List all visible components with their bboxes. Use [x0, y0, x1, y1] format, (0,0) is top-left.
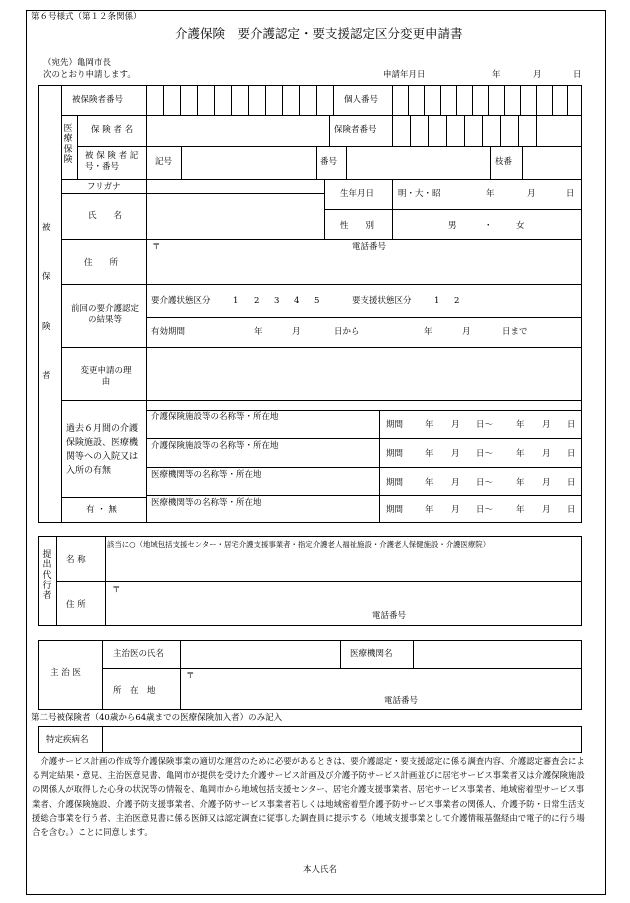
disease-label: 特定疾病名 [46, 735, 89, 745]
birthdate-month: 月 [527, 189, 536, 199]
doctor-address-label: 所 在 地 [113, 686, 156, 696]
hospitalization-label: 過去６月間の介護保険施設、医療機関等への入院又は入所の有無 [66, 424, 139, 476]
doctor-postal: 〒 [186, 671, 195, 681]
insured-side-label-4: 者 [42, 371, 51, 381]
period-2-start-year: 年 [425, 449, 434, 459]
furigana-label: フリガナ [87, 182, 121, 192]
name-label: 氏 名 [88, 211, 123, 221]
birthdate-year: 年 [486, 189, 495, 199]
valid-from-year: 年 [254, 327, 263, 337]
valid-until-day: 日まで [502, 327, 528, 337]
number-label: 番号 [320, 157, 338, 167]
facility-row-3-label: 医療機関等の名称等・所在地 [151, 470, 262, 480]
period-4-label: 期間 [386, 505, 404, 515]
period-4-start-month: 月 [451, 505, 460, 515]
period-2-end-day: 日 [567, 449, 576, 459]
disease-section [38, 726, 582, 753]
doctor-name-label: 主治医の氏名 [113, 649, 165, 659]
period-2-label: 期間 [386, 449, 404, 459]
period-1-end-day: 日 [567, 420, 576, 430]
symbol-label: 記号 [155, 157, 173, 167]
period-3-end-year: 年 [516, 478, 525, 488]
application-date-month: 月 [533, 70, 542, 80]
period-3-start-year: 年 [425, 478, 434, 488]
agent-name-label: 名 称 [66, 555, 86, 565]
care-level-5: 5 [314, 296, 320, 306]
care-level-label: 要介護状態区分 [151, 296, 211, 306]
sex-label: 性 別 [340, 221, 375, 231]
insurer-name-label: 保 険 者 名 [91, 125, 134, 135]
valid-until-year: 年 [424, 327, 433, 337]
insurer-number-label: 保険者番号 [334, 125, 377, 135]
personal-number-label: 個人番号 [344, 95, 379, 105]
application-date-year: 年 [492, 70, 501, 80]
page-title: 介護保険 要介護認定・要支援認定区分変更申請書 [175, 26, 463, 41]
period-3-start-month: 月 [451, 478, 460, 488]
period-1-start-month: 月 [451, 420, 460, 430]
doctor-phone-label: 電話番号 [384, 696, 419, 706]
period-1-start-day: 日～ [476, 420, 494, 430]
valid-period-label: 有効期間 [151, 327, 186, 337]
facility-row-4-label: 医療機関等の名称等・所在地 [151, 498, 262, 508]
support-level-1: 1 [434, 296, 440, 306]
medical-insurance-side-label: 医療保険 [63, 124, 73, 166]
address-label: 住 所 [84, 258, 119, 268]
change-reason-label: 変更申請の理 由 [80, 366, 149, 387]
valid-from-day: 日から [334, 327, 360, 337]
period-3-end-month: 月 [542, 478, 551, 488]
agent-phone-label: 電話番号 [372, 611, 407, 621]
application-date-day: 日 [573, 70, 582, 80]
signature-label: 本人氏名 [303, 865, 338, 875]
period-2-start-month: 月 [451, 449, 460, 459]
insured-number-label: 被保険者番号 [72, 95, 124, 105]
valid-from-month: 月 [292, 327, 301, 337]
birthdate-label: 生年月日 [340, 189, 375, 199]
support-level-label: 要支援状態区分 [352, 296, 412, 306]
previous-result-label: 前回の要介護認定の結果等 [70, 304, 139, 325]
insured-side-label-3: 険 [42, 322, 51, 332]
period-1-start-year: 年 [425, 420, 434, 430]
birthdate-day: 日 [566, 189, 575, 199]
symbol-number-label: 被 保 険 者 記号・番号 [85, 151, 139, 172]
period-3-start-day: 日～ [476, 478, 494, 488]
institution-label: 医療機関名 [350, 649, 393, 659]
consent-text: 介護サービス計画の作成等介護保険事業の適切な運営のために必要があるときは、要介護認定・要支援認定に係る調査内容、介護認定審査会による判定結果・意見、主治医意見書、亀岡市が提供を受けた介護サービス計画及び介護予防サービス計画並びに居宅サービス事業者又は介護保険施設の関係人が取得した心身の状況等の情報を、亀岡市から地域包括支援センター、居宅介護支援事業者、居宅サービス事業者、地域密着型サービス事業者、介護保険施設、介護予防支援事業者、介護予防サービス事業者若しくは地域密着型介護予防サービス事業者の関係人、介護予防・日常生活支援総合事業を行う者、主治医意見書に係る医師又は認定調査に従事した調査員に提示する（地域支援事業として介護情報基盤経由で電子的に行う場合を含む。）ことに同意します。 [32, 756, 585, 838]
period-1-end-year: 年 [516, 420, 525, 430]
period-4-end-year: 年 [516, 505, 525, 515]
care-level-4: 4 [294, 296, 300, 306]
address-postal: 〒 [152, 242, 161, 252]
support-level-2: 2 [454, 296, 460, 306]
insured-side-label-2: 保 [42, 272, 51, 282]
sex-male: 男 [448, 221, 457, 231]
period-4-end-month: 月 [542, 505, 551, 515]
care-level-2: 2 [254, 296, 260, 306]
care-level-3: 3 [274, 296, 280, 306]
period-4-end-day: 日 [567, 505, 576, 515]
period-4-start-day: 日～ [476, 505, 494, 515]
intro-text: 次のとおり申請します。 [43, 70, 136, 80]
period-4-start-year: 年 [425, 505, 434, 515]
agent-address-label: 住 所 [66, 600, 86, 610]
facility-row-1-label: 介護保険施設等の名称等・所在地 [151, 412, 279, 422]
agent-type-note: 該当に○（地域包括支援センター・居宅介護支援事業者・指定介護老人福祉施設・介護老人保健施設・介護医療院） [107, 540, 491, 549]
valid-until-month: 月 [462, 327, 471, 337]
type2-note: 第二号被保険者（40歳から64歳までの医療保険加入者）のみ記入 [31, 713, 283, 723]
doctor-side-label: 主 治 医 [50, 668, 81, 678]
address-phone-label: 電話番号 [352, 242, 387, 252]
hospitalization-yes-no: 有 ・ 無 [86, 505, 117, 515]
period-3-label: 期間 [386, 478, 404, 488]
insured-side-label-1: 被 [42, 223, 51, 233]
period-2-end-year: 年 [516, 449, 525, 459]
addressee: （宛先）亀岡市長 [43, 58, 112, 68]
period-2-end-month: 月 [542, 449, 551, 459]
period-1-end-month: 月 [542, 420, 551, 430]
care-level-1: 1 [233, 296, 239, 306]
period-3-end-day: 日 [567, 478, 576, 488]
facility-row-2-label: 介護保険施設等の名称等・所在地 [151, 441, 279, 451]
birthdate-eras: 明・大・昭 [398, 189, 441, 199]
period-1-label: 期間 [386, 420, 404, 430]
form-number: 第６号様式（第１２条関係） [31, 12, 142, 22]
period-2-start-day: 日～ [476, 449, 494, 459]
agent-side-label: 提出代行者 [42, 550, 52, 602]
agent-postal: 〒 [112, 585, 121, 595]
sex-female: 女 [516, 221, 525, 231]
application-date-label: 申請年月日 [383, 70, 426, 80]
sex-separator: ・ [484, 221, 493, 231]
branch-label: 枝番 [495, 157, 513, 167]
